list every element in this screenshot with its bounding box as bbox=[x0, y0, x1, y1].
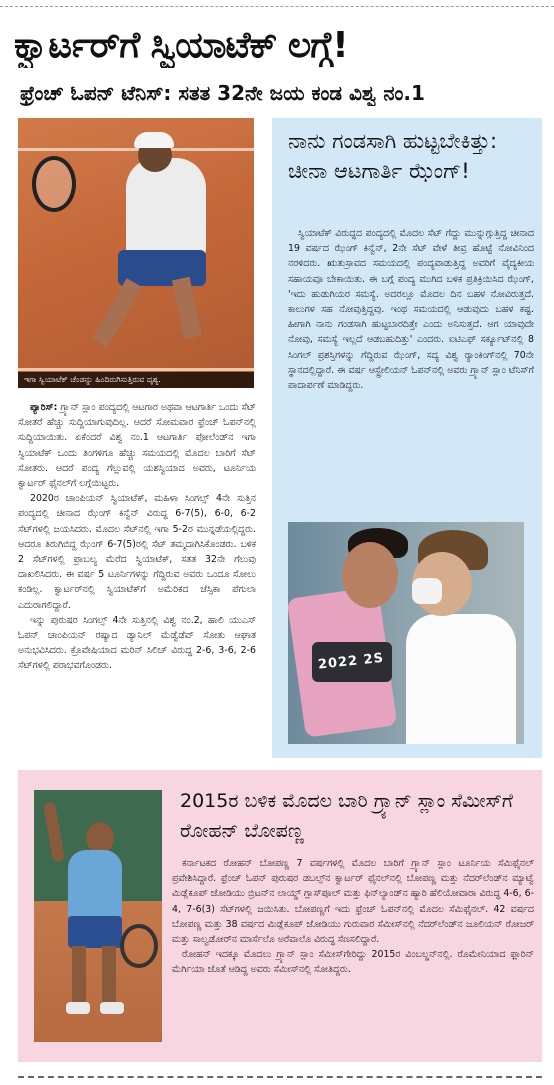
court-line bbox=[18, 368, 254, 371]
player-face bbox=[342, 542, 398, 608]
article-paragraph: ಇನ್ನು ಪುರುಷರ ಸಿಂಗಲ್ಸ್ 4ನೇ ಸುತ್ತಿನಲ್ಲಿ ವಿಶ್ವ ನಂ.2, ಹಾಲಿ ಯುಎಸ್ ಓಪನ್ ಚಾಂಪಿಯನ್ ರಷ್ಯಾದ ಡ್ಯಾನಿಲ್ ಮೆಡ್ವೆಡೆವ್ ಸೋತು ಆಘಾತ ಅನುಭವಿಸಿದರು. ಕ್ರೊವೇಷಿಯಾದ ಮರಿನ್ ಸಿಲಿಚ್ ವಿರುದ್ಧ 2-6, 3-6, 2-6 ಸೆಟ್‌ಗಳಲ್ಲಿ ಪರಾಭವಗೊಂಡರು. bbox=[18, 614, 256, 672]
jacket-text: 2022 2S bbox=[317, 650, 385, 673]
player-leg bbox=[92, 278, 143, 348]
bopanna-photo bbox=[34, 790, 162, 1042]
bopanna-story-title: 2015ರ ಬಳಿಕ ಮೊದಲ ಬಾರಿ ಗ್ರ್ಯಾನ್ ಸ್ಲಾಂ ಸೆಮೀಸ್‌ಗೆ ರೋಹನ್ ಬೋಪಣ್ಣ bbox=[180, 790, 513, 842]
side-story-body bbox=[288, 226, 534, 393]
bopanna-story-body bbox=[172, 856, 534, 978]
face-mask bbox=[412, 578, 442, 604]
article-paragraph: ಸ್ವಿಯಾಟೆಕ್ ವಿರುದ್ಧದ ಪಂದ್ಯದಲ್ಲಿ ಮೊದಲ ಸೆಟ್ ಗೆದ್ದು ಮುನ್ನುಗ್ಗುತ್ತಿದ್ದ ಚೀನಾದ 19 ವರ್ಷದ ಝೆಂಗ್ ಕಿನ್ವೆನ್, 2ನೇ ಸೆಟ್ ವೇಳೆ ತೀವ್ರ ಹೊಟ್ಟೆ ನೋವಿನಿಂದ ನರಳಿದರು. ಋತುಸ್ರಾವದ ಸಮಯದಲ್ಲಿ ಪಂದ್ಯವಾಡುತ್ತಿದ್ದ ಅವರಿಗೆ ವೈದ್ಯಕೀಯ ಸಹಾಯವೂ ಬೇಕಾಯಿತು. ಈ ಬಗ್ಗೆ ಪಂದ್ಯ ಮುಗಿದ ಬಳಿಕ ಪ್ರತಿಕ್ರಿಯಿಸಿದ ಝೆಂಗ್, 'ಇದು ಹುಡುಗಿಯರ ಸಮಸ್ಯೆ. ಅದರಲ್ಲೂ ಮೊದಲ ದಿನ ಬಹಳ ನೋವಿರುತ್ತದೆ. ಕಾಲುಗಳ ಸಹ ನೋವುತ್ತಿದ್ದವು. ಇಂಥ ಸಮಯದಲ್ಲಿ ಆಡುವುದು ಬಹಳ ಕಷ್ಟ. ಹೀಗಾಗಿ ನಾನು ಗಂಡಸಾಗಿ ಹುಟ್ಟಬಾರದಿತ್ತೇ ಎಂದು ಅನಿಸುತ್ತದೆ. ಆಗ ಯಾವುದೇ ನೋವು, ಸಮಸ್ಯೆ ಇಲ್ಲದೆ ಆಡಬಹುದಿತ್ತು' ಎಂದರು. ಐಟಿಎಫ್ ಸರ್ಕ್ಯೂಟ್‌ನಲ್ಲಿ 8 ಸಿಂಗಲ್ ಪ್ರಶಸ್ತಿಗಳನ್ನು ಗೆದ್ದಿರುವ ಝೆಂಗ್, ಸದ್ಯ ವಿಶ್ವ ರ್‍ಯಾಂಕಿಂಗ್‌ನಲ್ಲಿ 70ನೇ ಸ್ಥಾನದಲ್ಲಿದ್ದಾರೆ. ಈ ವರ್ಷ ಆಸ್ಟ್ರೇಲಿಯನ್ ಓಪನ್‌ನಲ್ಲಿ ಅವರು ಗ್ರ್ಯಾನ್ ಸ್ಲಾಂ ಟೆನಿಸ್‌ಗೆ ಪಾದಾರ್ಪಣೆ ಮಾಡಿದ್ದರು. bbox=[288, 228, 534, 392]
player-shirt bbox=[68, 850, 122, 920]
main-headline: ಕ್ವಾರ್ಟರ್‌ಗೆ ಸ್ವಿಯಾಟೆಕ್ ಲಗ್ಗೆ! bbox=[14, 25, 348, 66]
paragraph-text: ಗ್ರ್ಯಾನ್ ಸ್ಲಾಂ ಪಂದ್ಯದಲ್ಲಿ ಆಟಗಾರ ಅಥವಾ ಆಟಗಾರ್ತಿ ಒಂದು ಸೆಟ್ ಸೋತರೆ ಹೆಚ್ಚು ಸುದ್ದಿಯಾಗುವುದಿಲ್ಲ. ಆದರೆ ಸೋಮವಾರ ಫ್ರೆಂಚ್ ಓಪನ್‌ನಲ್ಲಿ ಸುದ್ದಿಯಾಯಿತು. ಏಕೆಂದರೆ ವಿಶ್ವ ನಂ.1 ಆಟಗಾರ್ತಿ ಪೋಲೆಂಡ್‌ನ ಇಗಾ ಸ್ವಿಯಾಟೆಕ್ ಒಂದು ತಿಂಗಳಿಗೂ ಹೆಚ್ಚು ಸಮಯದಲ್ಲಿ ಮೊದಲ ಬಾರಿಗೆ ಸೆಟ್ ಸೋತರು. ಆದರೆ ಪಂದ್ಯ ಗೆಲ್ಲುವಲ್ಲಿ ಯಶಸ್ವಿಯಾದ ಅವರು, ಟೂರ್ನಿಯ ಕ್ವಾರ್ಟರ್ ಫೈನಲ್‌ಗೆ ಲಗ್ಗೆಯಿಟ್ಟರು. bbox=[18, 402, 256, 490]
main-article-body bbox=[18, 400, 256, 674]
player-arm bbox=[43, 801, 65, 862]
side-story-title: ನಾನು ಗಂಡಸಾಗಿ ಹುಟ್ಟಬೇಕಿತ್ತು: ಚೀನಾ ಆಟಗಾರ್ತಿ ಝೆಂಗ್! bbox=[288, 129, 498, 183]
sub-headline: ಫ್ರೆಂಚ್ ಓಪನ್ ಟೆನಿಸ್: ಸತತ 32ನೇ ಜಯ ಕಂಡ ವಿಶ್ವ ನಂ.1 bbox=[20, 81, 425, 105]
dateline: ಪ್ಯಾರಿಸ್: bbox=[30, 402, 58, 413]
player-cap bbox=[134, 132, 174, 148]
player-leg bbox=[102, 946, 116, 1006]
swiatek-photo bbox=[18, 118, 254, 388]
top-rule bbox=[0, 6, 554, 8]
player-shoe bbox=[66, 1002, 90, 1014]
trainer-shirt bbox=[406, 614, 516, 744]
zheng-photo bbox=[288, 522, 524, 744]
bottom-rule bbox=[18, 1076, 542, 1078]
player-leg bbox=[172, 277, 202, 339]
article-paragraph: ರೋಹನ್ ಇದಕ್ಕೂ ಮೊದಲು ಗ್ರ್ಯಾನ್ ಸ್ಲಾಂ ಸೆಮೀಸ್‌ಗೇರಿದ್ದು 2015ರ ವಿಂಬಲ್ಡನ್‌ನಲ್ಲಿ. ರೊಮೇನಿಯಾದ ಫ್ಲಾರಿನ್ ಮೆರ್ಗಿಯಾ ಜೊತೆ ಆಡಿದ್ದ ಅವರು ಸೆಮೀಸ್‌ನಲ್ಲಿ ಸೋತಿದ್ದರು. bbox=[172, 949, 534, 976]
photo-caption: ಇಗಾ ಸ್ವಿಯಾಟೆಕ್ ಚೆಂಡನ್ನು ಹಿಂದಿರುಗಿಸುತ್ತಿರುವ ದೃಶ್ಯ. bbox=[18, 372, 254, 388]
player-leg bbox=[72, 946, 86, 1006]
player-shoe bbox=[100, 1002, 124, 1014]
article-paragraph bbox=[18, 400, 256, 491]
tennis-racket-icon bbox=[32, 156, 76, 212]
tennis-racket-icon bbox=[120, 924, 158, 968]
court-line bbox=[18, 148, 254, 151]
article-paragraph: ಕರ್ನಾಟಕದ ರೋಹನ್ ಬೋಪಣ್ಣ 7 ವರ್ಷಗಳಲ್ಲಿ ಮೊದಲ ಬಾರಿಗೆ ಗ್ರ್ಯಾನ್ ಸ್ಲಾಂ ಟೂರ್ನಿಯ ಸೆಮಿಫೈನಲ್ ಪ್ರವೇಶಿಸಿದ್ದಾರೆ. ಫ್ರೆಂಚ್ ಓಪನ್ ಪುರುಷರ ಡಬಲ್ಸ್‌ನ ಕ್ವಾರ್ಟರ್ ಫೈನಲ್‌ನಲ್ಲಿ ಬೋಪಣ್ಣ ಮತ್ತು ನೆದರ್‌ಲೆಂಡ್‌ನ ಮ್ಯಾಟ್ವೆ ಮಿಡ್ಲೆಕೂಪ್ ಜೋಡಿಯು ಬ್ರಿಟನ್‌ನ ಲಾಯ್ಡ್ ಗ್ಲಾಸ್‌ಪೂಲ್ ಮತ್ತು ಫಿನ್‌ಲ್ಯಾಂಡ್‌ನ ಹ್ಯಾರಿ ಹೆಲಿಯೋವಾರಾ ವಿರುದ್ಧ 4-6, 6-4, 7-6(3) ಸೆಟ್‌ಗಳಲ್ಲಿ ಜಯಿಸಿತು. ಬೋಪಣ್ಣಗೆ ಇದು ಫ್ರೆಂಚ್ ಓಪನ್‌ನಲ್ಲಿ ಮೊದಲ ಸೆಮಿಫೈನಲ್. 42 ವರ್ಷದ ಬೋಪಣ್ಣ ಮತ್ತು 38 ವರ್ಷದ ಮಿಡ್ಲೆಕೂಪ್ ಜೋಡಿಯು ಗುರುವಾರ ಸೆಮೀಸ್‌ನಲ್ಲಿ ನೆದರ್‌ಲೆಂಡ್‌ನ ಜೂಲಿಯನ್ ರೋಜರ್ ಮತ್ತು ಸಾಲ್ವಡೋರ್‌ನ ಮಾರ್ಸೆಲೊ ಅರೆವಾಲೊ ವಿರುದ್ಧ ಸೆಣಸಲಿದ್ದಾರೆ. bbox=[172, 858, 534, 946]
player-shorts bbox=[68, 916, 122, 948]
article-paragraph: 2020ರ ಚಾಂಪಿಯನ್ ಸ್ವಿಯಾಟೆಕ್, ಮಹಿಳಾ ಸಿಂಗಲ್ಸ್ 4ನೇ ಸುತ್ತಿನ ಪಂದ್ಯದಲ್ಲಿ ಚೀನಾದ ಝೆಂಗ್ ಕಿನ್ವೆನ್ ವಿರುದ್ಧ 6-7(5), 6-0, 6-2 ಸೆಟ್‌ಗಳಲ್ಲಿ ಜಯಸಿದರು. ಮೊದಲ ಸೆಟ್‌ನಲ್ಲಿ ಇಗಾ 5-2ರ ಮುನ್ನಡೆಯಲ್ಲಿದ್ದರು. ಆದರೂ ತಿರುಗಿಬಿದ್ದ ಝೆಂಗ್ 6-7(5)ರಲ್ಲಿ ಸೆಟ್ ತಮ್ಮದಾಗಿಸಿಕೊಂಡರು. ಬಳಿಕ 2 ಸೆಟ್‌ಗಳಲ್ಲಿ ಪ್ರಾಬಲ್ಯ ಮೆರೆದ ಸ್ವಿಯಾಟೆಕ್, ಸತತ 32ನೇ ಗೆಲುವು ದಾಖಲಿಸಿದರು. ಈ ವರ್ಷ 5 ಟೂರ್ನಿಗಳನ್ನು ಗೆದ್ದಿರುವ ಅವರು ಒಂದೂ ಸೋಲು ಕಂಡಿಲ್ಲ. ಕ್ವಾರ್ಟರ್‌ನಲ್ಲಿ ಸ್ವಿಯಾಟೆಕ್‌ಗೆ ಅಮೆರಿಕದ ಜೆಸ್ಸಿಕಾ ಪೆಗುಲಾ ಎದುರಾಗಲಿದ್ದಾರೆ. bbox=[18, 493, 256, 611]
